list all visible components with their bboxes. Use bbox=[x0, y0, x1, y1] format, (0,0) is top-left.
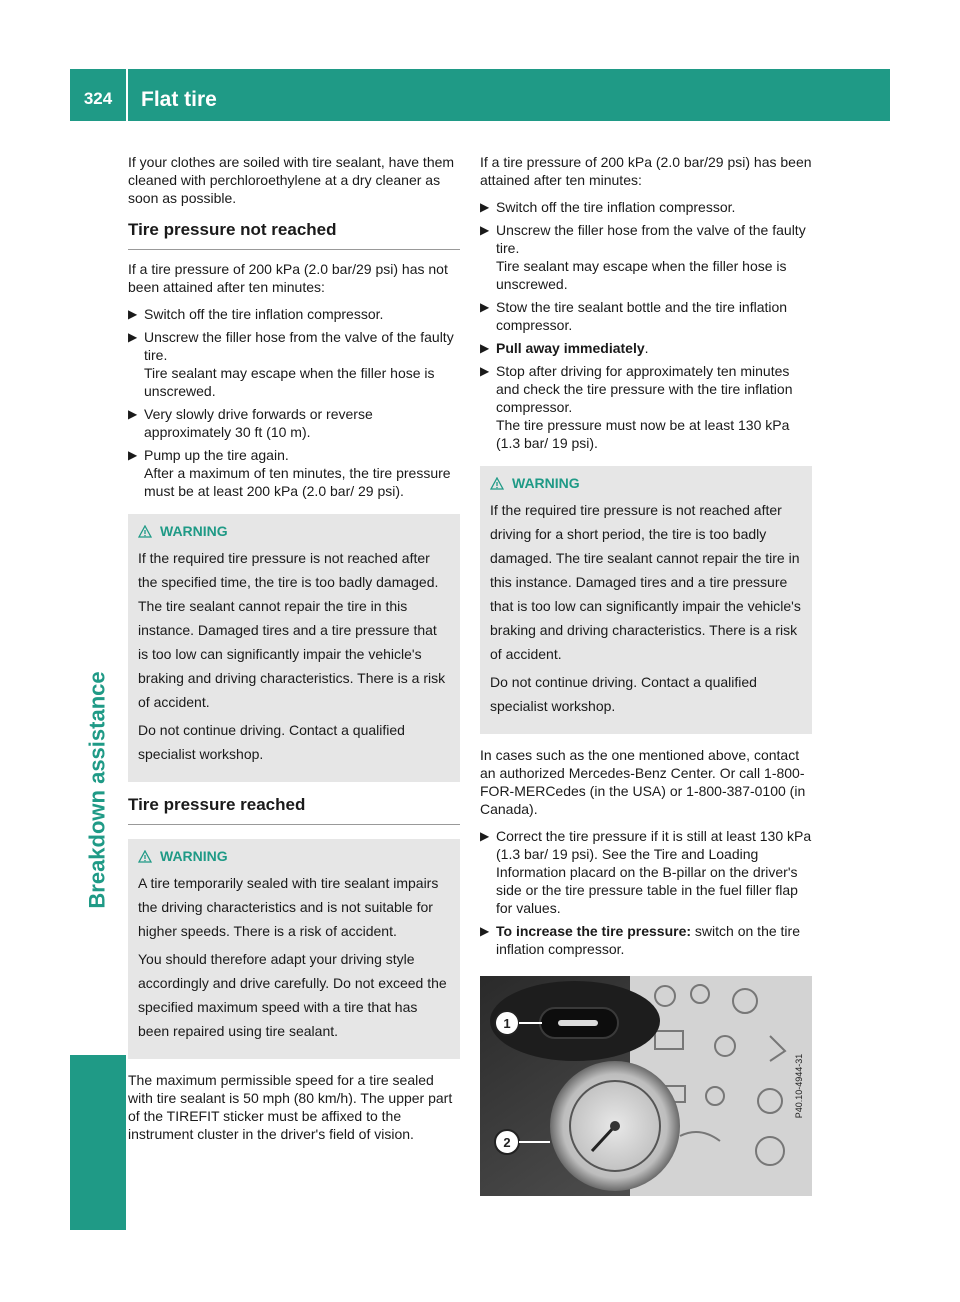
warning-heading: WARNING bbox=[490, 472, 802, 494]
step-item: ▶ Stow the tire sealant bottle and the tire inflation compressor. bbox=[480, 299, 788, 333]
page-title: Flat tire bbox=[141, 88, 217, 111]
section-tab bbox=[68, 540, 128, 1040]
step-item: ▶ Switch off the tire inflation compressor. bbox=[128, 306, 384, 322]
left-column bbox=[128, 153, 460, 1152]
compressor-illustration bbox=[480, 976, 812, 1196]
warning-text: If the required tire pressure is not reached after the specified time, the tire is too badly damaged. The tire sealant cannot repair the tire in this instance. Damaged tires and a tire pressure that is too low can significantly impair the vehicle's braking and driving characteristics. There is a risk of accident. bbox=[138, 550, 446, 710]
step-arrow-icon: ▶ bbox=[128, 330, 138, 344]
warning-triangle-icon bbox=[138, 850, 152, 863]
closing-paragraph: The maximum permissible speed for a tire sealed with tire sealant is 50 mph (80 km/h). The upper part of the TIREFIT sticker must be affixed to the instrument cluster in the driver's field of vision. bbox=[128, 1072, 453, 1142]
step-item: ▶ To increase the tire pressure: switch on the tire inflation compressor. bbox=[480, 923, 800, 957]
step-arrow-icon: ▶ bbox=[128, 407, 138, 421]
warning-text: If the required tire pressure is not reached after driving for a short period, the tire is too badly damaged. The tire sealant cannot repair the tire in this instance. Damaged tires and a tire pressure that is too low can significantly impair the vehicle's braking and driving characteristics. There is a risk of accident. bbox=[490, 502, 801, 662]
step-item: ▶ Stop after driving for approximately ten minutes and check the tire pressure with the tire inflation compressor. The tire pressure must now be at least 130 kPa (1.3 bar/ 19 psi). bbox=[480, 362, 812, 452]
step-arrow-icon: ▶ bbox=[128, 307, 138, 321]
warning-box bbox=[480, 466, 812, 734]
step-arrow-icon: ▶ bbox=[480, 924, 490, 938]
step-item: ▶ Unscrew the filler hose from the valve of the faulty tire. Tire sealant may escape when the filler hose is unscrewed. bbox=[480, 221, 812, 293]
section-label: Breakdown assistance bbox=[85, 671, 111, 909]
step-arrow-icon: ▶ bbox=[480, 300, 490, 314]
heading-tire-pressure-not-reached: Tire pressure not reached bbox=[128, 221, 460, 250]
svg-text:2: 2 bbox=[503, 1135, 511, 1150]
page-header bbox=[70, 69, 890, 121]
step-arrow-icon: ▶ bbox=[480, 829, 490, 843]
warning-heading: WARNING bbox=[138, 520, 450, 542]
step-item: ▶ Pull away immediately. bbox=[480, 340, 649, 356]
intro-paragraph: If your clothes are soiled with tire sealant, have them cleaned with perchloroethylene at a dry cleaner as soon as possible. bbox=[128, 154, 455, 206]
warning-action: Do not continue driving. Contact a qualified specialist workshop. bbox=[138, 722, 405, 762]
right-column bbox=[480, 153, 812, 1196]
step-arrow-icon: ▶ bbox=[480, 364, 490, 378]
step-arrow-icon: ▶ bbox=[480, 341, 490, 355]
step-item: ▶ Correct the tire pressure if it is still at least 130 kPa (1.3 bar/ 19 psi). See the Tire and Loading Information placard on the B-pillar on the driver's side or the tire pressure table in the fuel filler flap for values. bbox=[480, 828, 812, 916]
warning-text: A tire temporarily sealed with tire sealant impairs the driving characteristics and is not suitable for higher speeds. There is a risk of accident. bbox=[138, 875, 439, 939]
step-arrow-icon: ▶ bbox=[128, 448, 138, 462]
step-detail: Tire sealant may escape when the filler hose is unscrewed. bbox=[144, 365, 435, 399]
warning-action: Do not continue driving. Contact a qualified specialist workshop. bbox=[490, 674, 757, 714]
warning-action: You should therefore adapt your driving style accordingly and drive carefully. Do not exceed the specified maximum speed with a tire that has been repaired using tire sealant. bbox=[138, 951, 447, 1039]
image-code: P40.10-4944-31 bbox=[794, 1053, 804, 1119]
step-arrow-icon: ▶ bbox=[480, 200, 490, 214]
header-divider bbox=[126, 69, 128, 121]
step-detail: After a maximum of ten minutes, the tire pressure must be at least 200 kPa (2.0 bar/ 29 psi). bbox=[144, 465, 451, 499]
warning-box bbox=[128, 514, 460, 782]
step-arrow-icon: ▶ bbox=[480, 223, 490, 237]
section-color-block bbox=[70, 1055, 126, 1230]
warning-box bbox=[128, 839, 460, 1059]
step-item: ▶ Pump up the tire again. After a maximum of ten minutes, the tire pressure must be at least 200 kPa (2.0 bar/ 29 psi). bbox=[128, 446, 460, 500]
condition-paragraph: If a tire pressure of 200 kPa (2.0 bar/29 psi) has not been attained after ten minutes: bbox=[128, 261, 448, 295]
step-item: ▶ Very slowly drive forwards or reverse approximately 30 ft (10 m). bbox=[128, 406, 373, 440]
condition-paragraph: If a tire pressure of 200 kPa (2.0 bar/29 psi) has been attained after ten minutes: bbox=[480, 154, 812, 188]
compressor-photo bbox=[480, 976, 812, 1196]
step-item: ▶ Switch off the tire inflation compressor. bbox=[480, 199, 736, 215]
warning-triangle-icon bbox=[138, 525, 152, 538]
page-number: 324 bbox=[83, 89, 113, 108]
step-detail: The tire pressure must now be at least 130 kPa (1.3 bar/ 19 psi). bbox=[496, 417, 790, 451]
step-detail: Tire sealant may escape when the filler hose is unscrewed. bbox=[496, 258, 787, 292]
step-item: ▶ Unscrew the filler hose from the valve of the faulty tire. Tire sealant may escape when the filler hose is unscrewed. bbox=[128, 328, 460, 400]
warning-heading: WARNING bbox=[138, 845, 450, 867]
heading-tire-pressure-reached: Tire pressure reached bbox=[128, 796, 460, 825]
svg-text:1: 1 bbox=[503, 1016, 511, 1031]
warning-triangle-icon bbox=[490, 477, 504, 490]
contact-paragraph: In cases such as the one mentioned above, contact an authorized Mercedes-Benz Center. Or call 1-800-FOR-MERCedes (in the USA) or 1-800-387-0100 (in Canada). bbox=[480, 747, 806, 817]
